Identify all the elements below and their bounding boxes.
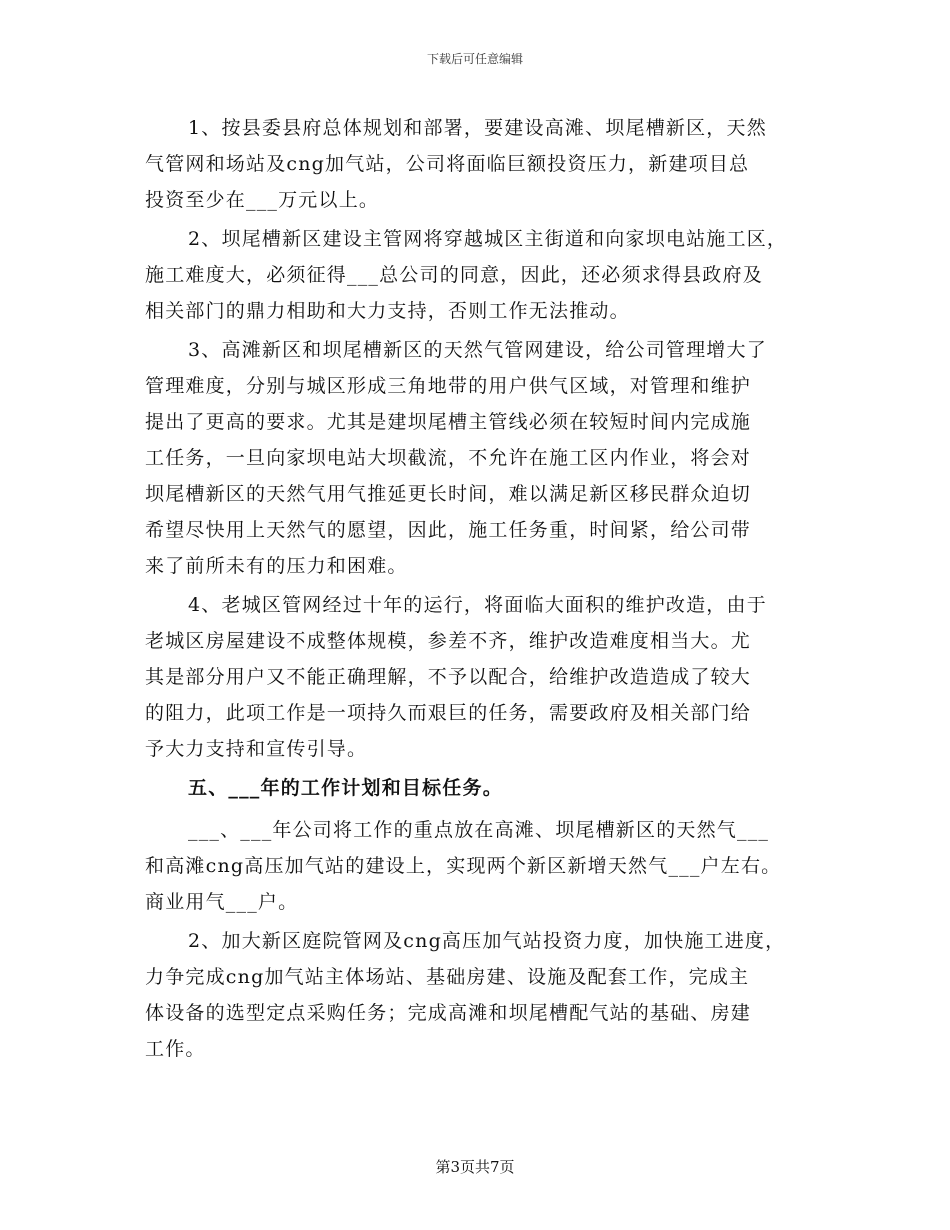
text-line: 和高滩cng高压加气站的建设上，实现两个新区新增天然气___户左右。	[145, 855, 782, 877]
text-line: 3、高滩新区和坝尾槽新区的天然气管网建设，给公司管理增大了	[188, 339, 767, 361]
text-line: 施工难度大，必须征得___总公司的同意，因此，还必须求得县政府及	[145, 264, 763, 286]
text-line: ___、___年公司将工作的重点放在高滩、坝尾槽新区的天然气___	[188, 819, 770, 841]
text-line: 2、加大新区庭院管网及cng高压加气站投资力度，加快施工进度，	[188, 930, 786, 952]
text-line: 坝尾槽新区的天然气用气推延更长时间，难以满足新区移民群众迫切	[145, 483, 752, 505]
text-line: 气管网和场站及cng加气站，公司将面临巨额投资压力，新建项目总	[145, 153, 750, 175]
text-line: 老城区房屋建设不成整体规模，参差不齐，维护改造难度相当大。尤	[145, 630, 752, 652]
text-line: 提出了更高的要求。尤其是建坝尾槽主管线必须在较短时间内完成施	[145, 411, 752, 433]
text-line: 希望尽快用上天然气的愿望，因此，施工任务重，时间紧，给公司带	[145, 519, 752, 541]
text-line: 来了前所未有的压力和困难。	[145, 555, 408, 577]
text-line: 投资至少在___万元以上。	[145, 189, 380, 211]
text-line: 的阻力，此项工作是一项持久而艰巨的任务，需要政府及相关部门给	[145, 702, 752, 724]
text-line: 2、坝尾槽新区建设主管网将穿越城区主街道和向家坝电站施工区，	[188, 228, 788, 250]
text-line: 商业用气___户。	[145, 891, 299, 913]
text-line: 工作。	[145, 1038, 206, 1060]
text-line: 1、按县委县府总体规划和部署，要建设高滩、坝尾槽新区，天然	[188, 117, 767, 139]
section-heading: 五、___年的工作计划和目标任务。	[188, 777, 503, 799]
text-line: 4、老城区管网经过十年的运行，将面临大面积的维护改造，由于	[188, 594, 767, 616]
text-line: 力争完成cng加气站主体场站、基础房建、设施及配套工作，完成主	[145, 966, 750, 988]
text-line: 管理难度，分别与城区形成三角地带的用户供气区域，对管理和维护	[145, 375, 752, 397]
text-line: 工任务，一旦向家坝电站大坝截流，不允许在施工区内作业，将会对	[145, 447, 752, 469]
text-line: 相关部门的鼎力相助和大力支持，否则工作无法推动。	[145, 300, 630, 322]
page-number: 第3页共7页	[435, 1158, 515, 1176]
text-line: 其是部分用户又不能正确理解，不予以配合，给维护改造造成了较大	[145, 666, 752, 688]
page-header: 下载后可任意编辑	[426, 52, 523, 66]
text-line: 体设备的选型定点采购任务；完成高滩和坝尾槽配气站的基础、房建	[145, 1002, 752, 1024]
text-line: 予大力支持和宣传引导。	[145, 738, 368, 760]
